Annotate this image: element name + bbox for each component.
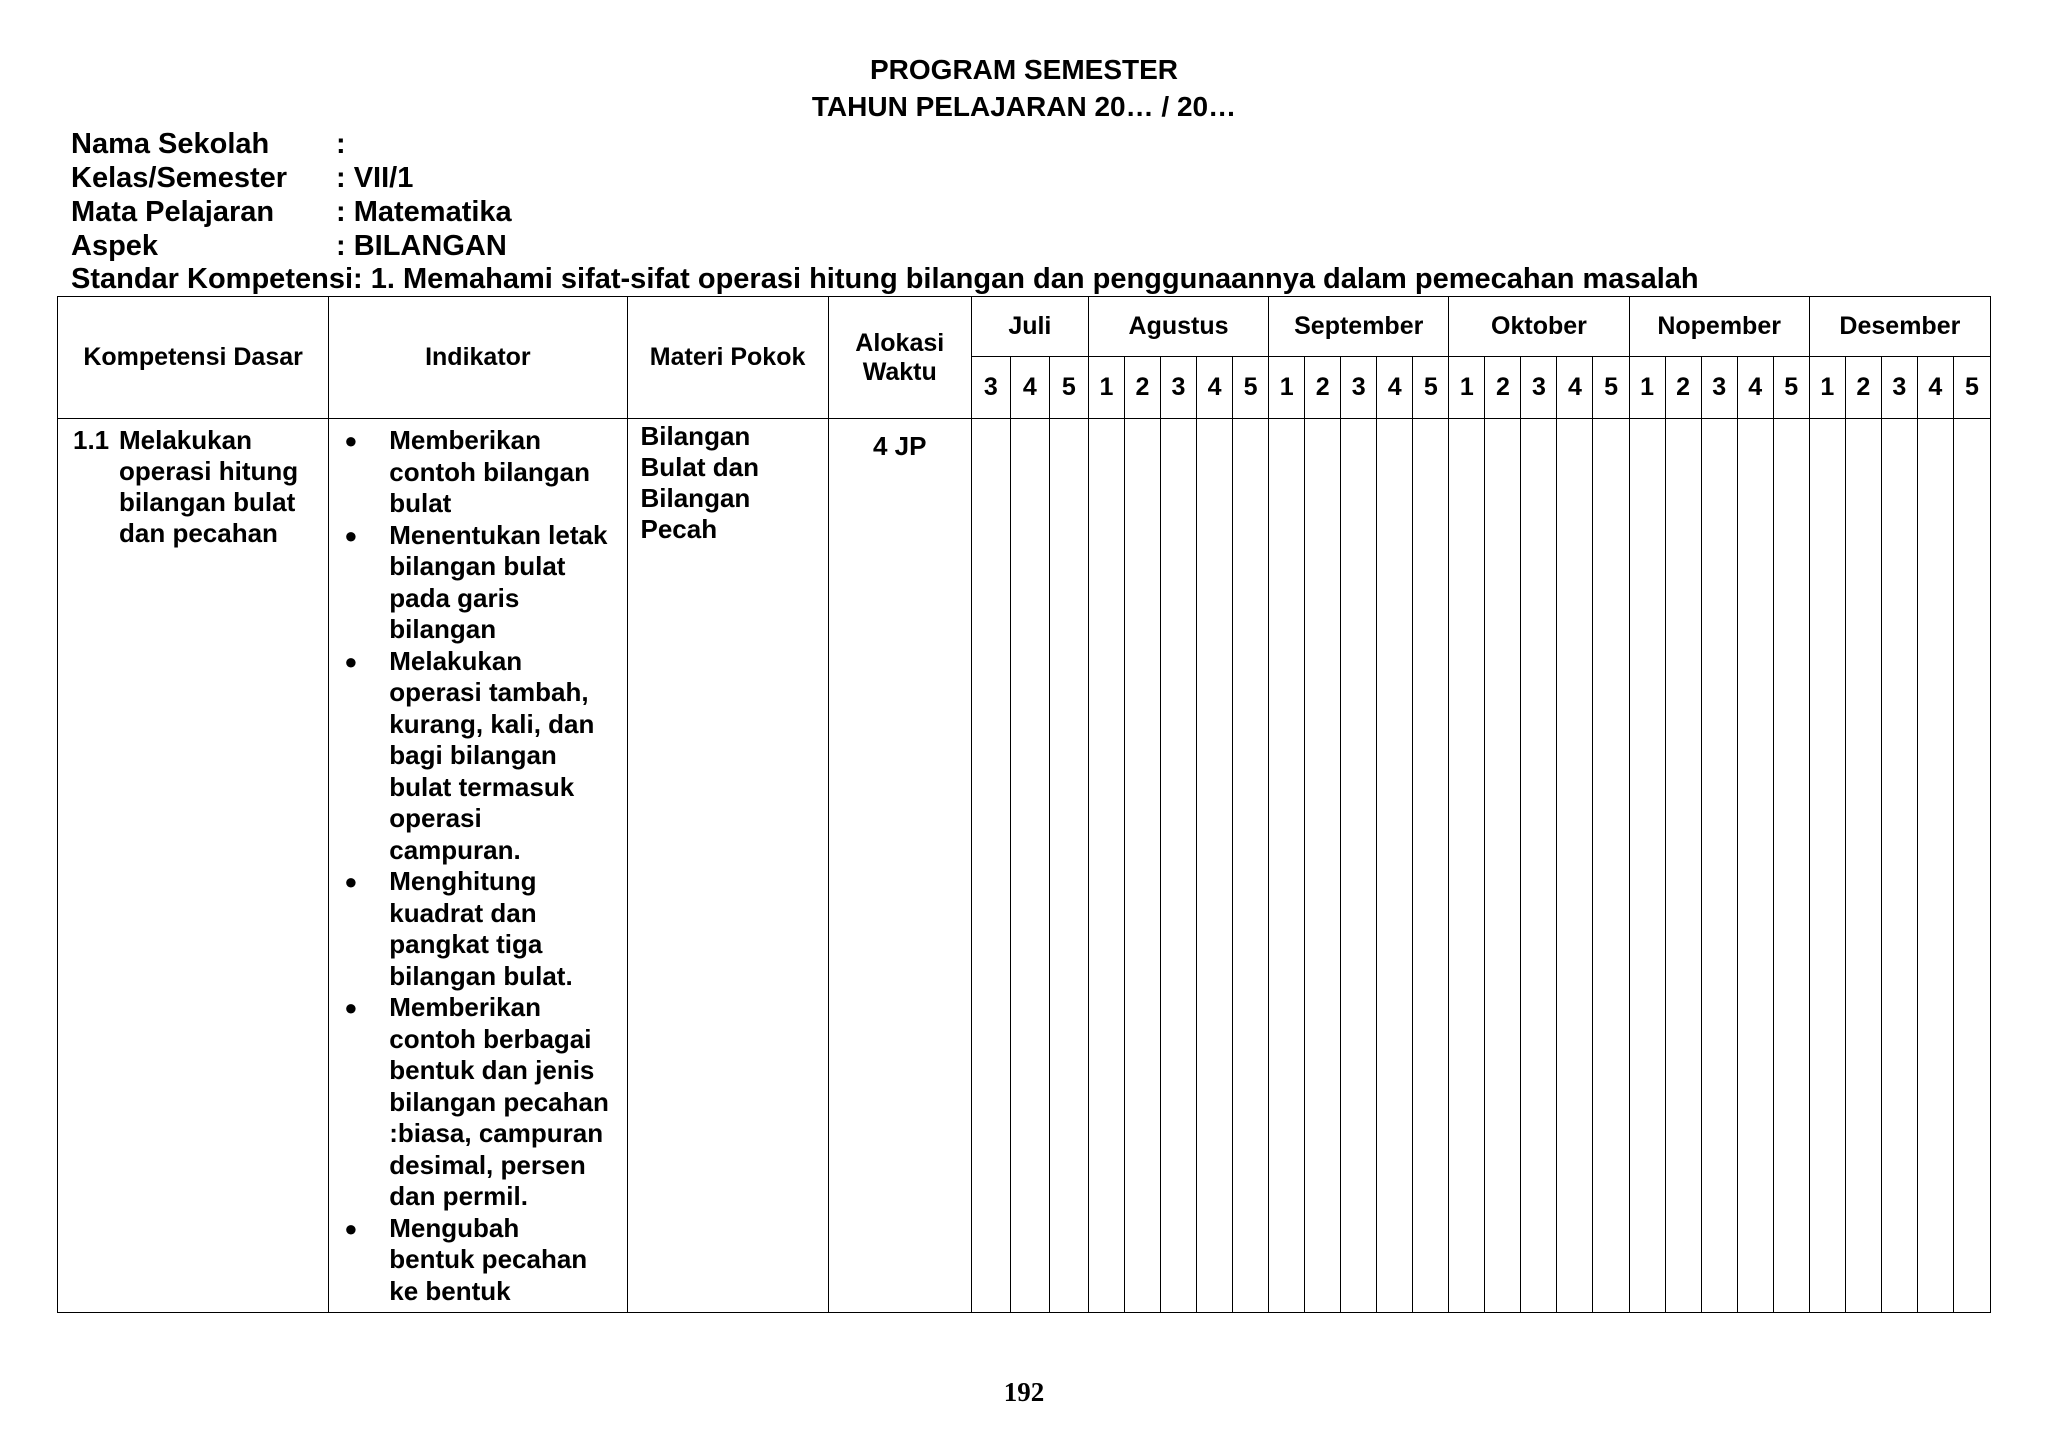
standar-kompetensi: Standar Kompetensi: 1. Memahami sifat-sifat operasi hitung bilangan dan penggunaannya dalam pemecahan masalah [71, 263, 1699, 295]
page-title: PROGRAM SEMESTER [869, 54, 1179, 85]
week-number: 4 [1197, 357, 1233, 419]
indikator-line: :biasa, campuran [389, 1118, 604, 1148]
week-number: 1 [1629, 357, 1665, 419]
week-cell [1593, 419, 1629, 1313]
kd-line: bilangan bulat [119, 487, 296, 517]
kd-number: 1.1 [73, 425, 110, 455]
indikator-line: bentuk pecahan [389, 1244, 588, 1274]
week-cell [1629, 419, 1665, 1313]
week-number: 1 [1809, 357, 1845, 419]
header-alokasi-line-2: Waktu [862, 357, 937, 386]
bullet-icon: ● [344, 1215, 358, 1241]
week-cell [1305, 419, 1341, 1313]
week-cell [1449, 419, 1485, 1313]
indikator-line: bentuk dan jenis [389, 1055, 595, 1085]
week-number: 4 [1557, 357, 1593, 419]
kd-line: Melakukan [119, 425, 252, 455]
week-number: 2 [1845, 357, 1881, 419]
indikator-line: bilangan pecahan [389, 1086, 609, 1117]
info-value: : Matematika [336, 196, 512, 228]
kd-text [119, 425, 298, 549]
week-number: 1 [1449, 357, 1485, 419]
kompetensi-dasar-cell [58, 419, 329, 1313]
indikator-line: kuadrat dan [389, 897, 537, 928]
info-value: : BILANGAN [336, 230, 507, 262]
week-number: 5 [1953, 357, 1990, 419]
info-label: Nama Sekolah [71, 128, 270, 160]
program-semester-table [57, 296, 1991, 1313]
indikator-item [341, 1213, 620, 1308]
week-cell [1701, 419, 1737, 1313]
header-materi-pokok: Materi Pokok [627, 297, 828, 419]
week-number: 3 [1521, 357, 1557, 419]
week-cell [1665, 419, 1701, 1313]
week-cell [1377, 419, 1413, 1313]
indikator-line: bagi bilangan [389, 740, 557, 770]
indikator-line: operasi tambah, [389, 677, 589, 707]
indikator-line: bilangan bulat. [389, 960, 573, 991]
materi-line: Bulat dan [640, 452, 759, 482]
week-number: 3 [971, 357, 1010, 419]
indikator-line: bulat termasuk [389, 771, 575, 802]
bullet-icon: ● [344, 869, 358, 894]
info-nama-sekolah [71, 128, 346, 161]
week-cell [1881, 419, 1917, 1313]
indikator-line: Memberikan [389, 992, 541, 1022]
alokasi-waktu-cell [828, 419, 971, 1313]
indikator-item [341, 866, 620, 992]
header-alokasi-line-1: Alokasi [855, 328, 945, 357]
indikator-item [341, 992, 620, 1213]
indikator-line: bulat [389, 488, 452, 518]
week-number: 3 [1701, 357, 1737, 419]
week-number: 2 [1485, 357, 1521, 419]
kd-line: dan pecahan [119, 518, 278, 548]
info-label: Mata Pelajaran [71, 196, 275, 228]
week-number: 2 [1665, 357, 1701, 419]
indikator-line: contoh bilangan [389, 456, 590, 487]
week-number: 4 [1917, 357, 1953, 419]
month-header-september: September [1269, 297, 1449, 357]
indikator-text [389, 866, 572, 992]
indikator-line: pada garis [389, 582, 520, 613]
indikator-line: operasi [389, 803, 482, 833]
indikator-text [389, 425, 590, 520]
indikator-line: Memberikan [389, 425, 541, 455]
week-cell [1341, 419, 1377, 1313]
week-number: 1 [1088, 357, 1124, 419]
info-value: : [336, 128, 346, 160]
indikator-line: pangkat tiga [389, 929, 543, 959]
week-number: 5 [1049, 357, 1088, 419]
indikator-line: Melakukan [389, 645, 523, 676]
week-cell [971, 419, 1010, 1313]
indikator-list [329, 419, 626, 1307]
week-cell [1485, 419, 1521, 1313]
indikator-text [389, 1213, 587, 1308]
indikator-item [341, 646, 620, 867]
indikator-item [341, 425, 620, 520]
indikator-text [389, 646, 594, 867]
materi-line: Bilangan [640, 421, 751, 451]
indikator-line: ke bentuk [389, 1275, 511, 1306]
header-alokasi-waktu [828, 297, 971, 419]
week-number: 3 [1341, 357, 1377, 419]
indikator-line: bilangan [389, 614, 497, 644]
indikator-line: desimal, persen [389, 1149, 586, 1180]
info-kelas-semester [71, 162, 413, 195]
bullet-icon: ● [344, 995, 358, 1020]
indikator-line: kurang, kali, dan [389, 708, 595, 739]
month-header-oktober: Oktober [1449, 297, 1629, 357]
page-subtitle: TAHUN PELAJARAN 20… / 20… [811, 91, 1237, 122]
info-aspek [71, 230, 507, 263]
materi-line: Bilangan [640, 483, 751, 513]
month-header-nopember: Nopember [1629, 297, 1809, 357]
bullet-icon: ● [344, 428, 358, 453]
indikator-line: contoh berbagai [389, 1023, 592, 1054]
week-number: 4 [1377, 357, 1413, 419]
week-number: 2 [1305, 357, 1341, 419]
week-number: 3 [1160, 357, 1196, 419]
materi-pokok-cell [627, 419, 828, 1313]
bullet-icon: ● [344, 522, 358, 548]
info-label: Kelas/Semester [71, 162, 288, 194]
month-header-desember: Desember [1809, 297, 1990, 357]
week-cell [1197, 419, 1233, 1313]
header-indikator: Indikator [329, 297, 627, 419]
week-number: 5 [1233, 357, 1269, 419]
indikator-line: Menentukan letak [389, 519, 608, 550]
week-number: 4 [1010, 357, 1049, 419]
week-number: 5 [1593, 357, 1629, 419]
indikator-text [389, 520, 607, 646]
info-value: : VII/1 [336, 162, 414, 194]
month-header-juli: Juli [971, 297, 1088, 357]
indikator-text [389, 992, 609, 1213]
indikator-item [341, 520, 620, 646]
materi-line: Pecah [640, 514, 718, 544]
week-cell [1124, 419, 1160, 1313]
week-number: 5 [1413, 357, 1449, 419]
week-number: 2 [1124, 357, 1160, 419]
week-cell [1010, 419, 1049, 1313]
info-label: Aspek [71, 230, 159, 262]
indikator-line: Menghitung [389, 866, 537, 896]
week-cell [1269, 419, 1305, 1313]
page-number: 192 [1003, 1377, 1045, 1407]
info-mata-pelajaran [71, 196, 512, 229]
indikator-line: Mengubah [389, 1212, 520, 1243]
kd-line: operasi hitung [119, 456, 299, 486]
week-cell [1521, 419, 1557, 1313]
indikator-line: campuran. [389, 834, 521, 865]
month-header-agustus: Agustus [1088, 297, 1268, 357]
week-cell [1737, 419, 1773, 1313]
week-cell [1233, 419, 1269, 1313]
week-number: 1 [1269, 357, 1305, 419]
week-cell [1953, 419, 1990, 1313]
week-cell [1160, 419, 1196, 1313]
alokasi-value: 4 JP [872, 431, 927, 461]
week-cell [1557, 419, 1593, 1313]
week-cell [1049, 419, 1088, 1313]
indikator-line: dan permil. [389, 1181, 528, 1211]
week-cell [1845, 419, 1881, 1313]
bullet-icon: ● [344, 648, 358, 674]
week-number: 5 [1773, 357, 1809, 419]
week-cell [1773, 419, 1809, 1313]
week-cell [1809, 419, 1845, 1313]
week-cell [1088, 419, 1124, 1313]
indikator-line: bilangan bulat [389, 551, 566, 581]
week-number: 4 [1737, 357, 1773, 419]
week-number: 3 [1881, 357, 1917, 419]
week-cell [1917, 419, 1953, 1313]
week-cell [1413, 419, 1449, 1313]
indikator-cell [329, 419, 627, 1313]
header-kompetensi-dasar: Kompetensi Dasar [58, 297, 329, 419]
